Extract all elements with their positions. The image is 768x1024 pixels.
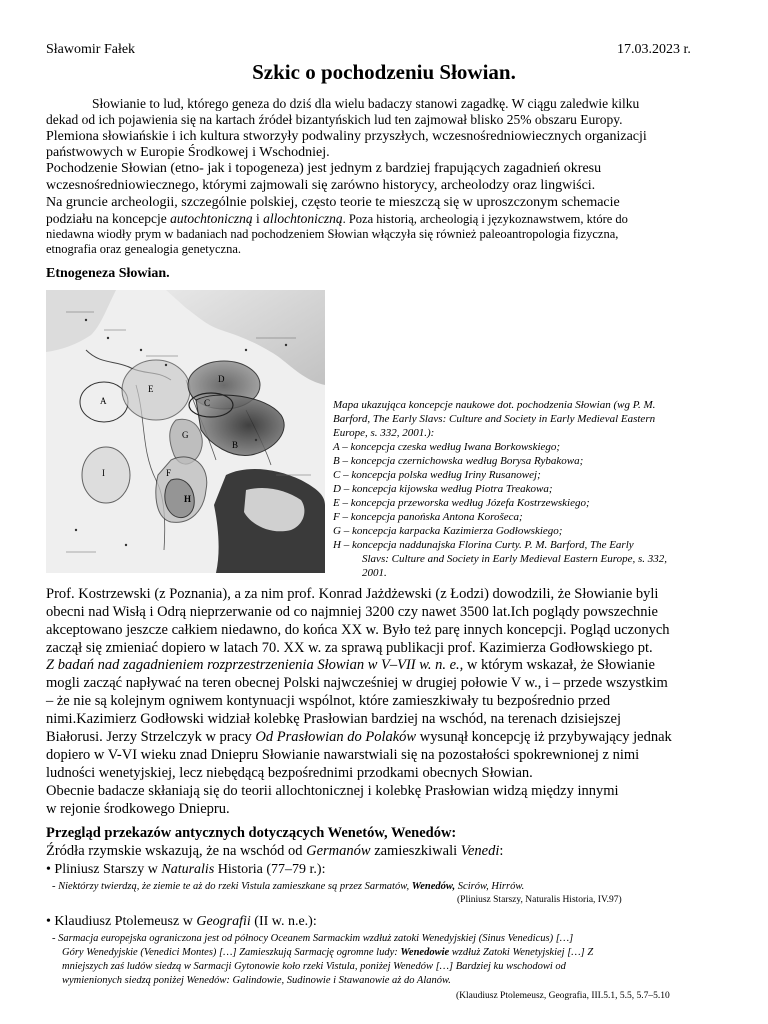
body-line: nimi.Kazimierz Godłowski widział kolebkę Prasłowian bardziej na wschód, na terenach dzisiejszej (46, 711, 621, 727)
ptolemy-quote-line: wymienionych siedzą poniżej Wenedów: Galindowie, Sudinowie i Stawanowie aż do Alanów. (62, 975, 451, 986)
emphasis-geografii: Geografii (196, 914, 251, 929)
caption-line: Mapa ukazująca koncepcje naukowe dot. pochodzenia Słowian (wg P. M. (333, 399, 656, 411)
caption-line: E – koncepcja przeworska według Józefa Kostrzewskiego; (333, 497, 590, 509)
text-run: zamieszkiwali (370, 843, 461, 859)
emphasis-wenedowie: Wenedowie (400, 947, 450, 958)
intro-line: państwowych w Europie Środkowej i Wschodniej. (46, 145, 330, 160)
intro-line: niedawna wiodły prym w badaniach nad pochodzeniem Słowian włączyła się również paleoantropologia fizyczna, (46, 227, 619, 241)
body-line: – że nie są kolejnym ogniwem kontynuacji wspólnot, które zamieszkiwały tu bezpośrednio przed (46, 693, 611, 709)
map-marker-f: F (166, 468, 172, 478)
map-marker-e: E (148, 384, 154, 394)
text-run: wzdłuż Zatoki Wenetyjskiej […] Z (449, 947, 594, 958)
book-title-strzelczyk: Od Prasłowian do Polaków (255, 729, 417, 745)
body-line: dopiero w V-VI wieku znad Dniepru Słowianie nawarstwiali się na pozostałości spokrewnionej z nimi (46, 747, 640, 763)
body-line: zaczął się zmieniać dopiero w latach 70. XX w. za sprawą publikacji prof. Kazimierza Godłowskiego pt. (46, 640, 653, 656)
map-marker-g: G (182, 430, 189, 440)
emphasis-wenedow: Wenedów, (411, 881, 456, 892)
text-run: Góry Wenedyjskie (Venedici Montes) […] Zamieszkują Sarmację ogromne ludy: (62, 947, 401, 958)
caption-line: H – koncepcja naddunajska Florina Curty. P. M. Barford, The Early (333, 539, 634, 551)
body-line: Obecnie badacze skłaniają się do teorii allochtonicznej i kolebkę Prasłowian widzą między innymi (46, 783, 619, 799)
text-run: : (499, 843, 504, 859)
map-marker-i: I (102, 468, 105, 478)
caption-line: Barford, The Early Slavs: Culture and Society in Early Medieval Eastern (333, 413, 656, 425)
section-heading-ancient-sources: Przegląd przekazów antycznych dotyczących Wenetów, Wenedów: (46, 825, 457, 841)
intro-line: Pochodzenie Słowian (etno- jak i topogeneza) jest jednym z bardziej frapujących zagadnień okresu (46, 161, 602, 176)
ptolemy-reference: (Klaudiusz Ptolemeusz, Geografia, III.5.1, 5.5, 5.7–5.10 (456, 991, 670, 1001)
body-line: mogli zacząć napływać na teren obecnej Polski najwcześniej w drugiej połowie V w., i – przede wszystkim (46, 675, 668, 691)
text-run: Historia (77–79 r.): (214, 862, 326, 877)
intro-line: Na gruncie archeologii, szczególnie polskiej, często teorie te mieszczą się w uproszczonym schemacie (46, 195, 620, 210)
body-line: Prof. Kostrzewski (z Poznania), a za nim prof. Konrad Jażdżewski (z Łodzi) dowodzili, że Słowianie byli (46, 586, 659, 602)
caption-line: B – koncepcja czernichowska według Borysa Rybakowa; (333, 455, 584, 467)
body-line: w rejonie środkowego Dniepru. (46, 801, 230, 817)
body-line: akceptowano jeszcze całkiem niedawno, do końca XX w. Było też parę innych koncepcji. Pogląd uczonych (46, 622, 670, 638)
map-marker-d: D (218, 374, 225, 384)
body-line (46, 729, 672, 746)
caption-line: A – koncepcja czeska według Iwana Borkowskiego; (333, 441, 561, 453)
body-line: obecni nad Wisłą i Odrą nieprzerwanie od co najmniej 3200 czy nawet 3500 lat.Ich poglądy powszechnie (46, 604, 658, 620)
text-run: i (252, 211, 264, 226)
text-run: Białorusi. Jerzy Strzelczyk w pracy (46, 729, 256, 745)
source-bullet-ptolemy (46, 913, 317, 930)
area-e-outline (122, 360, 190, 420)
author-name: Sławomir Fałek (46, 42, 136, 57)
intro-line: dekad od ich pojawienia się na kartach źródeł bizantyńskich lud ten zajmował blisko 25% obszaru Europy. (46, 112, 623, 127)
text-run: Klaudiusz Ptolemeusz w (54, 914, 197, 929)
intro-line: etnografia oraz genealogia genetyczna. (46, 242, 242, 256)
caption-line: G – koncepcja karpacka Kazimierza Godłowskiego; (333, 525, 563, 537)
text-run: (II w. n.e.): (250, 914, 317, 929)
emphasis-naturalis: Naturalis (161, 862, 215, 877)
bullet-icon: • (46, 862, 51, 877)
text-run: Pliniusz Starszy w (54, 862, 162, 877)
ptolemy-quote-line: - Sarmacja europejska ograniczona jest od północy Oceanem Sarmackim wzdłuż zatoki Wenedyjskiej (Sinus Venedicus) […] (52, 933, 574, 944)
map-marker-c: C (204, 398, 211, 408)
pliny-quote (52, 880, 524, 893)
map-marker-h: H (184, 494, 192, 504)
ptolemy-quote-line: mniejszych zaś ludów siedzą w Sarmacji Gytonowie koło rzeki Vistula, poniżej Wenedów […] Bardziej ku wschodowi od (62, 961, 566, 972)
body-line (46, 657, 655, 674)
document-title: Szkic o pochodzeniu Słowian. (252, 60, 516, 84)
emphasis-allochthonous: allochtoniczną (263, 211, 343, 226)
area-i-shape (82, 447, 130, 503)
emphasis-venedi: Venedi (460, 843, 500, 859)
text-run: podziału na koncepcje (46, 211, 171, 226)
ptolemy-quote-line (62, 946, 593, 959)
text-run: wysunął koncepcję iż przybywający jednak (416, 729, 672, 745)
caption-line: F – koncepcja panońska Antona Korošeca; (333, 511, 523, 523)
emphasis-autochthonous: autochtoniczną (170, 211, 253, 226)
intro-line: Słowianie to lud, którego geneza do dziś dla wielu badaczy stanowi zagadkę. W ciągu zaledwie kilku (92, 96, 640, 111)
caption-line: Slavs: Culture and Society in Early Medieval Eastern Europe, s. 332, (362, 553, 667, 565)
emphasis-germanow: Germanów (306, 843, 371, 859)
caption-line: Europe, s. 332, 2001.): (333, 427, 435, 439)
caption-line: C – koncepcja polska według Iriny Rusanowej; (333, 469, 541, 481)
slavic-origins-map (46, 290, 325, 573)
map-marker-a: A (100, 396, 107, 406)
intro-line: Plemiona słowiańskie i ich kultura stworzyły podwaliny przyszłych, wczesnośredniowiecznych organizacji (46, 129, 647, 144)
caption-line: D – koncepcja kijowska według Piotra Treakowa; (333, 483, 553, 495)
source-bullet-pliny (46, 861, 325, 878)
text-run: - Niektórzy twierdzą, że ziemie te aż do rzeki Vistula zamieszkane są przez Sarmatów, (52, 881, 412, 892)
caption-line: 2001. (362, 567, 387, 579)
roman-sources-lead (46, 843, 503, 860)
text-run: Scirów, Hirrów. (455, 881, 525, 892)
body-line: ludności wenetyjskiej, lecz niebędącą bezpośrednimi przodkami obecnych Słowian. (46, 765, 533, 781)
book-title-godlowski: Z badań nad zagadnieniem rozprzestrzenienia Słowian w V–VII w. n. e., (46, 657, 464, 673)
intro-line: wczesnośredniowiecznego, którymi zajmowali się zarówno historycy, archeolodzy oraz lingwiści. (46, 178, 596, 193)
map-marker-b: B (232, 440, 239, 450)
text-run: Źródła rzymskie wskazują, że na wschód od (46, 843, 307, 859)
pliny-reference: (Pliniusz Starszy, Naturalis Historia, IV.97) (457, 895, 622, 905)
text-run: w którym wskazał, że Słowianie (463, 657, 655, 673)
text-run: . Poza historią, archeologią i językoznawstwem, które do (342, 212, 628, 226)
bullet-icon: • (46, 914, 51, 929)
section-heading-ethnogenesis: Etnogeneza Słowian. (46, 266, 170, 281)
document-date: 17.03.2023 r. (617, 42, 691, 57)
